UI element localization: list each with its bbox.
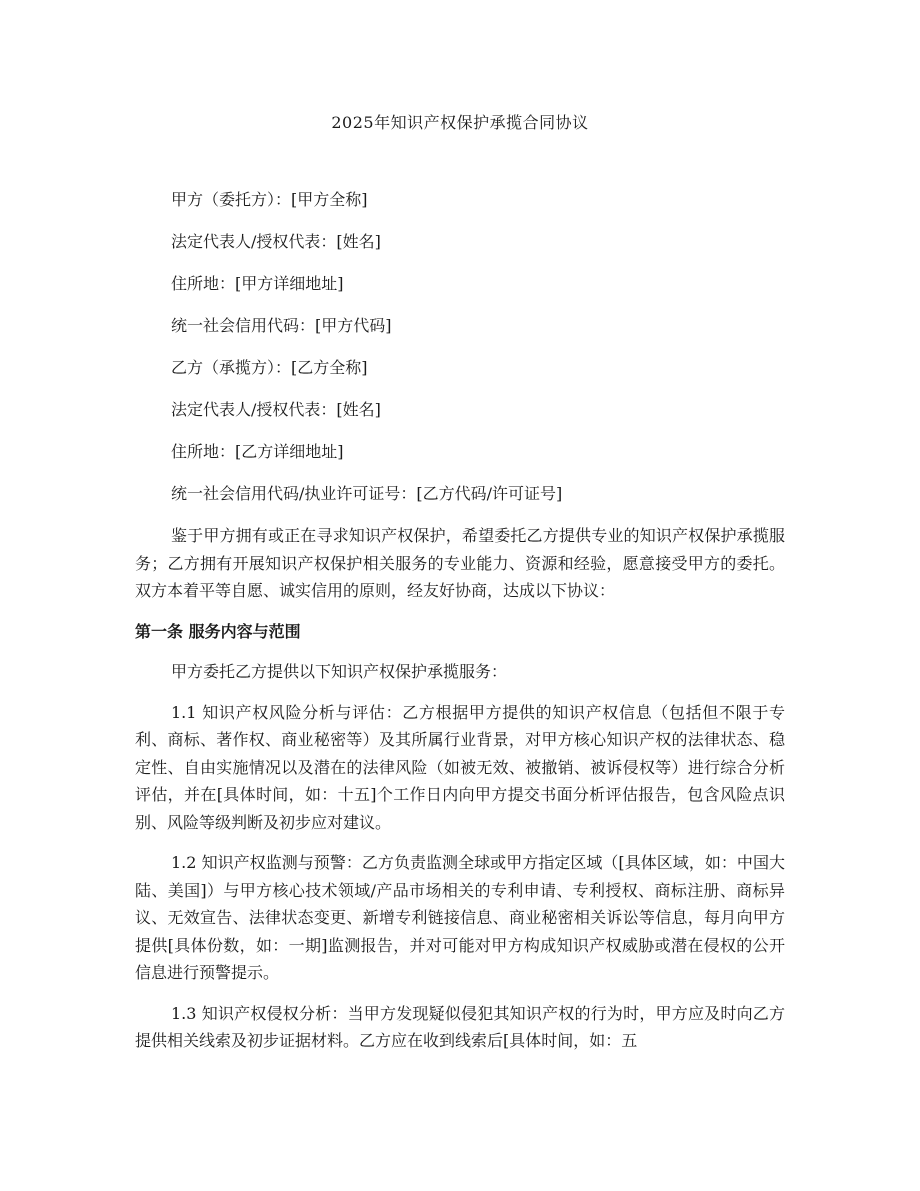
party-b-name: 乙方（承揽方）：[乙方全称]	[171, 358, 368, 377]
party-a-representative: 法定代表人/授权代表：[姓名]	[171, 232, 381, 251]
section-1-intro: 甲方委托乙方提供以下知识产权保护承揽服务：	[171, 662, 508, 681]
party-a-name: 甲方（委托方）：[甲方全称]	[171, 190, 368, 209]
preamble-paragraph: 鉴于甲方拥有或正在寻求知识产权保护，希望委托乙方提供专业的知识产权保护承揽服务；乙方拥有开展知识产权保护相关服务的专业能力、资源和经验，愿意接受甲方的委托。双方本着平等自愿、诚实信用的原则，经友好协商，达成以下协议：	[135, 526, 785, 600]
clause-1-3: 1.3 知识产权侵权分析：当甲方发现疑似侵犯其知识产权的行为时，甲方应及时向乙方提供相关线索及初步证据材料。乙方应在收到线索后[具体时间，如：五	[135, 1003, 785, 1050]
clause-1-1: 1.1 知识产权风险分析与评估：乙方根据甲方提供的知识产权信息（包括但不限于专利、商标、著作权、商业秘密等）及其所属行业背景，对甲方核心知识产权的法律状态、稳定性、自由实施情况以及潜在的法律风险（如被无效、被撤销、被诉侵权等）进行综合分析评估，并在[具体时间，如：十五]个工作日内向甲方提交书面分析评估报告，包含风险点识别、风险等级判断及初步应对建议。	[135, 702, 785, 832]
document-title: 2025年知识产权保护承揽合同协议	[331, 113, 589, 132]
party-a-address: 住所地：[甲方详细地址]	[171, 274, 344, 293]
clause-1-2: 1.2 知识产权监测与预警：乙方负责监测全球或甲方指定区域（[具体区域，如：中国大陆、美国]）与甲方核心技术领域/产品市场相关的专利申请、专利授权、商标注册、商标异议、无效宣告、法律状态变更、新增专利链接信息、商业秘密相关诉讼等信息，每月向甲方提供[具体份数，如：一期]监测报告，并对可能对甲方构成知识产权威胁或潜在侵权的公开信息进行预警提示。	[135, 853, 785, 982]
section-1-heading: 第一条 服务内容与范围	[135, 621, 301, 641]
party-a-credit-code: 统一社会信用代码：[甲方代码]	[171, 316, 392, 335]
document-body	[135, 186, 785, 1068]
party-b-credit-code: 统一社会信用代码/执业许可证号：[乙方代码/许可证号]	[171, 484, 563, 503]
party-b-representative: 法定代表人/授权代表：[姓名]	[171, 400, 381, 419]
party-b-address: 住所地：[乙方详细地址]	[171, 442, 344, 461]
